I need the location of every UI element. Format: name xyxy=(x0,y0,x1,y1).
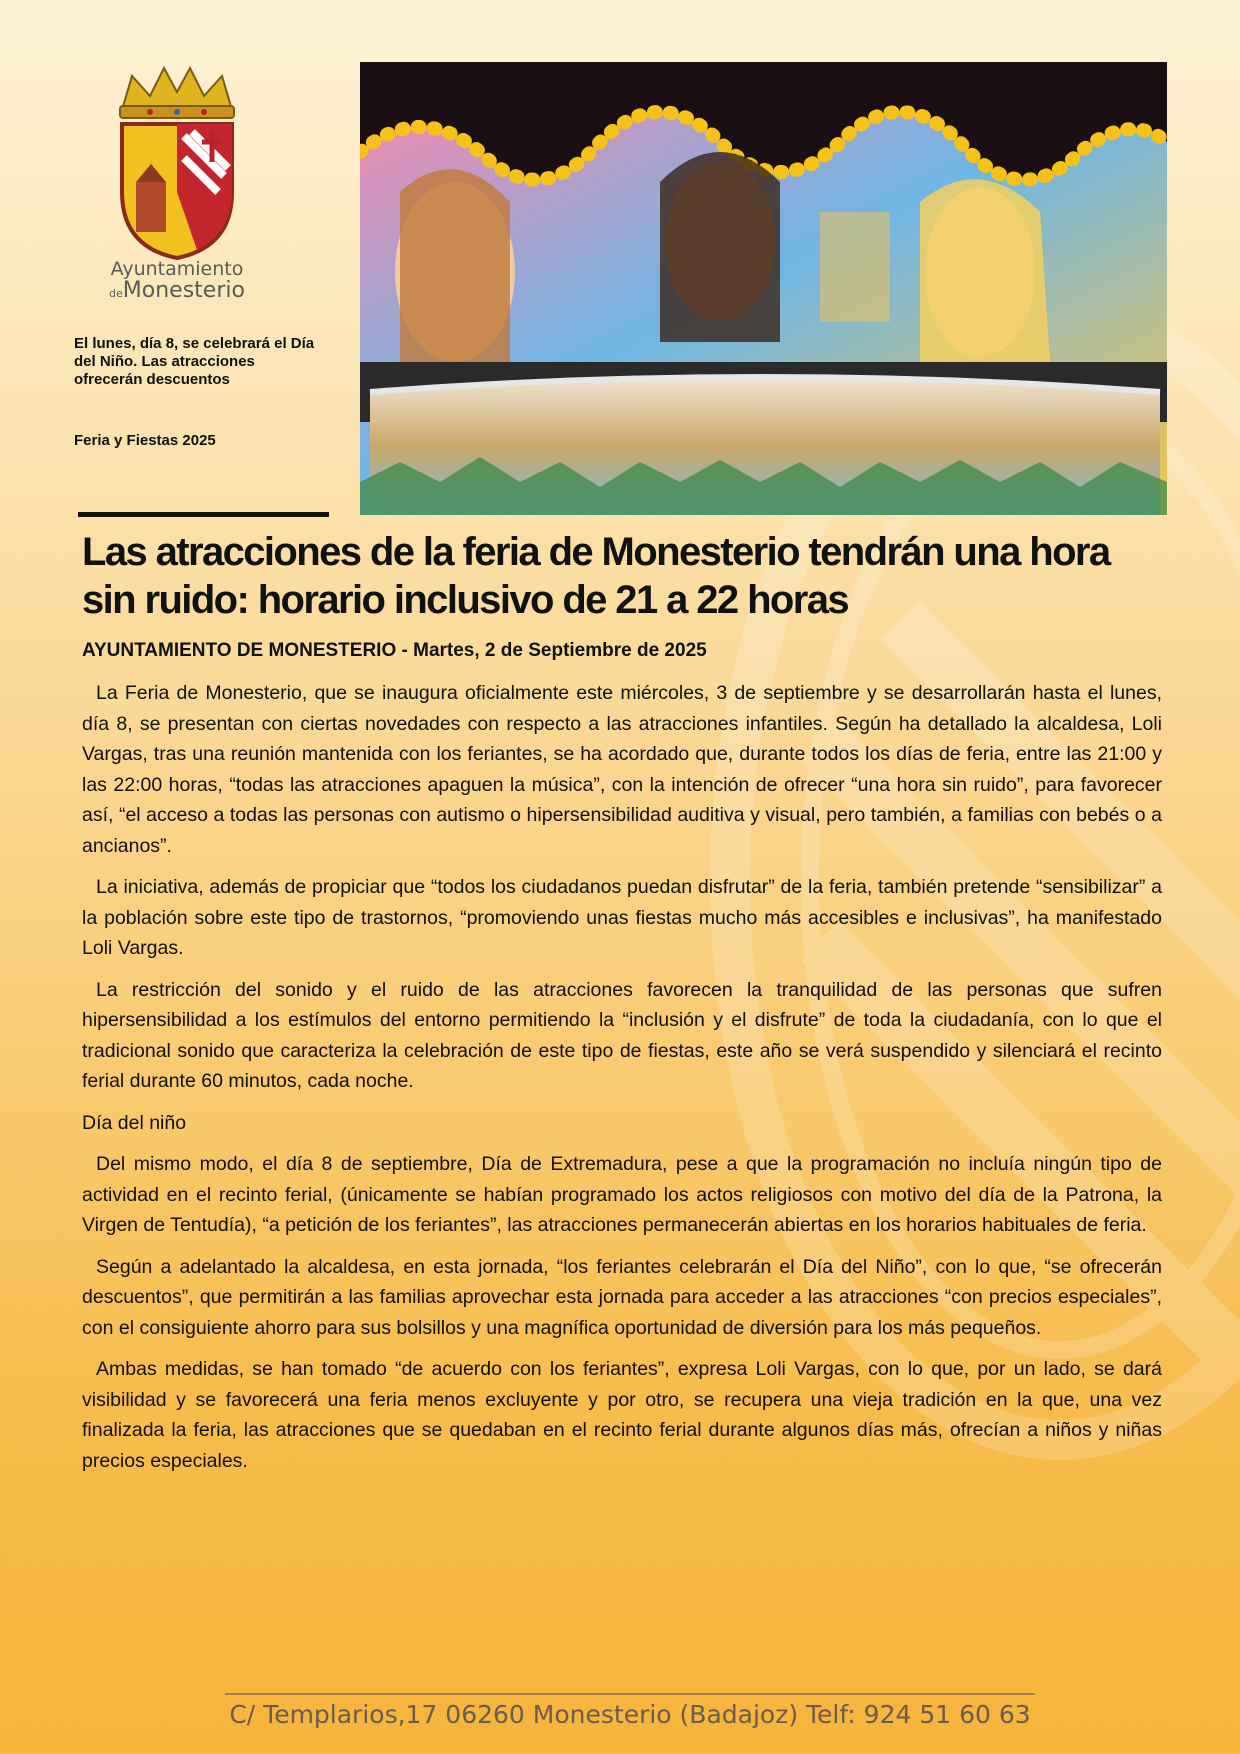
paragraph-4: Del mismo modo, el día 8 de septiembre, Día de Extremadura, pese a que la programación no incluía ningún tipo de actividad en el recinto ferial, (únicamente se habían programado los actos religiosos con motivo del día de la Patrona, la Virgen de Tentudía), “a petición de los feriantes”, las atracciones permanecerán abiertas en los horarios habituales de feria. xyxy=(82,1153,1162,1236)
byline: AYUNTAMIENTO DE MONESTERIO - Martes, 2 de Septiembre de 2025 xyxy=(82,640,707,661)
headline: Las atracciones de la feria de Monesterio tendrán una hora sin ruido: horario inclusivo de 21 a 22 horas xyxy=(82,530,1110,622)
logo-prep: de xyxy=(109,287,123,300)
hero-photo xyxy=(360,62,1167,515)
logo-line2: Monesterio xyxy=(122,278,245,303)
paragraph-1: La Feria de Monesterio, que se inaugura oficialmente este miércoles, 3 de septiembre y se desarrollarán hasta el lunes, día 8, se presentan con ciertas novedades con respecto a las atracciones infantiles. Según ha detallado la alcaldesa, Loli Vargas, tras una reunión mantenida con los feriantes, se ha acordado que, durante todos los días de feria, entre las 21:00 y las 22:00 horas, “todas las atracciones apaguen la música”, con la intención de ofrecer “una hora sin ruido”, para favorecer así, “el acceso a todas las personas con autismo o hipersensibilidad auditiva y visual, pero también, a familias con bebés o a ancianos”. xyxy=(82,682,1162,857)
divider-line xyxy=(78,512,329,517)
footer-divider xyxy=(225,1693,1035,1695)
paragraph-2: La iniciativa, además de propiciar que “todos los ciudadanos puedan disfrutar” de la feria, también pretende “sensibilizar” a la población sobre este tipo de trastornos, “promoviendo unas fiestas mucho más accesibles e inclusivas”, ha manifestado Loli Vargas. xyxy=(82,876,1162,959)
fair-ride-image xyxy=(360,62,1167,515)
sidebar-tag: Feria y Fiestas 2025 xyxy=(74,432,216,449)
paragraph-6: Ambas medidas, se han tomado “de acuerdo con los feriantes”, expresa Loli Vargas, con lo que, por un lado, se dará visibilidad y se favorecerá una feria menos excluyente y por otro, se recupera una vieja tradición en la que, una vez finalizada la feria, las atracciones que se quedaban en el recinto ferial durante algunos días más, ofrecían a niños y niñas precios especiales. xyxy=(82,1358,1162,1472)
subheading: Día del niño xyxy=(82,1111,187,1134)
article-body xyxy=(82,678,1162,1487)
logo-wordmark xyxy=(92,258,262,305)
footer-address: C/ Templarios,17 06260 Monesterio (Badajoz) Telf: 924 51 60 63 xyxy=(229,1700,1031,1729)
sidebar-highlight: El lunes, día 8, se celebrará el Día del Niño. Las atracciones ofrecerán descuentos xyxy=(74,335,315,388)
paragraph-3: La restricción del sonido y el ruido de las atracciones favorecen la tranquilidad de las personas que sufren hipersensibilidad a los estímulos del entorno permitiendo la “inclusión y el disfrute” de toda la ciudadanía, con lo que el tradicional sonido que caracteriza la celebración de este tipo de fiestas, este año se verá suspendido y silenciará el recinto ferial durante 60 minutos, cada noche. xyxy=(82,978,1162,1092)
coat-of-arms-icon xyxy=(92,62,262,262)
paragraph-5: Según a adelantado la alcaldesa, en esta jornada, “los feriantes celebrarán el Día del Niño”, con lo que, “se ofrecerán descuentos”, que permitirán a las familias aprovechar esta jornada para acceder a las atracciones “con precios especiales”, con el consiguiente ahorro para sus bolsillos y una magnífica oportunidad de diversión para los más pequeños. xyxy=(82,1255,1162,1339)
logo-line1: Ayuntamiento xyxy=(110,258,244,280)
